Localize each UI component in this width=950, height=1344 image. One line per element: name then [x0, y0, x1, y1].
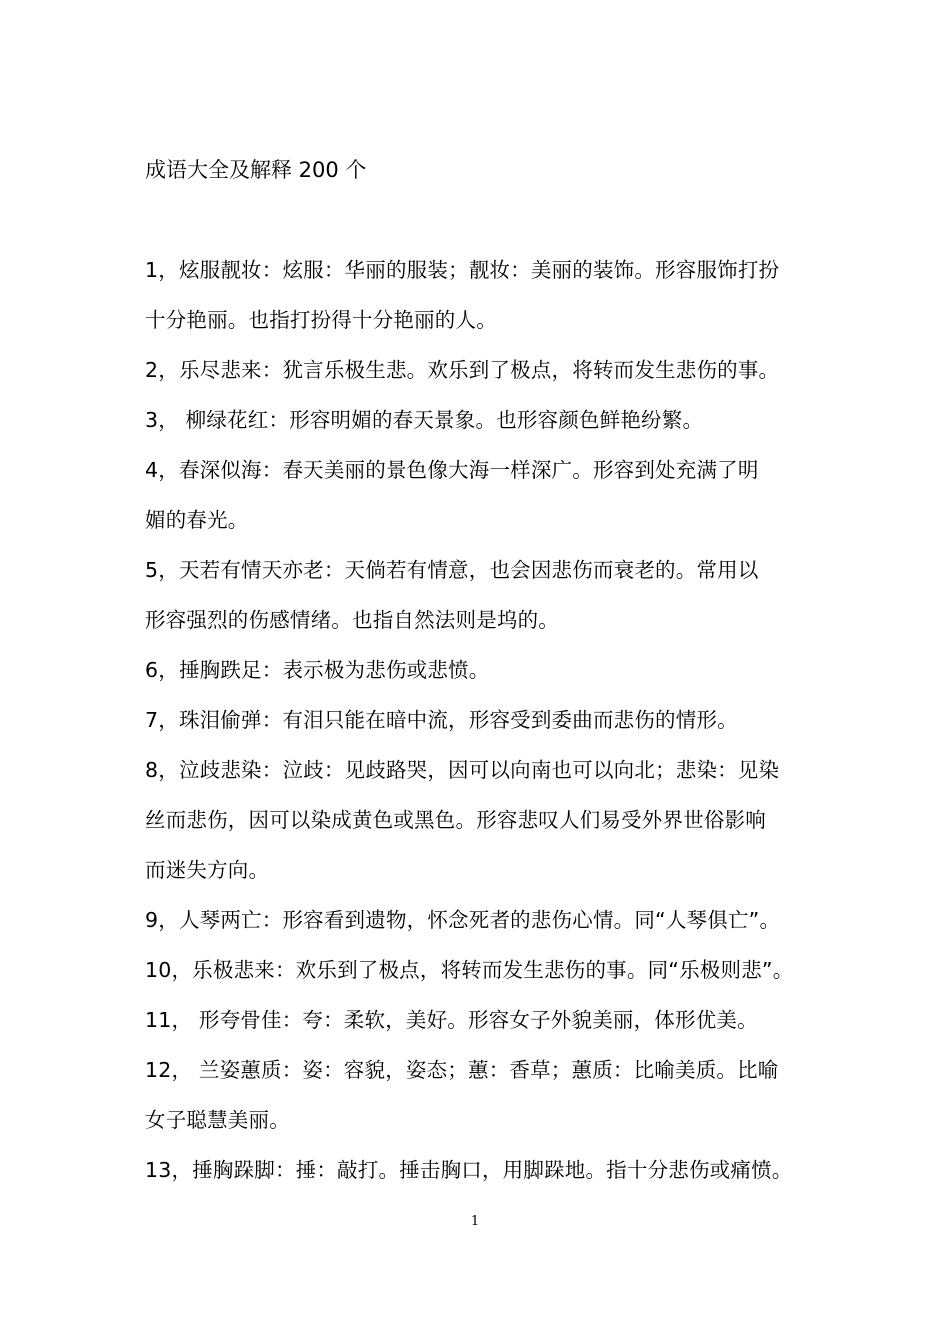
text-line: 10，乐极悲来：欢乐到了极点，将转而发生悲伤的事。同“乐极则悲”。: [145, 958, 794, 982]
text-line: 11， 形夸骨佳：夸：柔软，美好。形容女子外貌美丽，体形优美。: [145, 1008, 758, 1032]
text-line: 6，捶胸跌足：表示极为悲伤或悲愤。: [145, 658, 490, 682]
text-line: 十分艳丽。也指打扮得十分艳丽的人。: [145, 308, 497, 332]
text-line: 媚的春光。: [145, 508, 249, 532]
text-line: 3， 柳绿花红：形容明媚的春天景象。也形容颜色鲜艳纷繁。: [145, 408, 704, 432]
text-line: 1，炫服靓妆：炫服：华丽的服装；靓妆：美丽的装饰。形容服饰打扮: [145, 258, 780, 282]
text-line: 丝而悲伤，因可以染成黄色或黑色。形容悲叹人们易受外界世俗影响: [145, 808, 766, 832]
text-line: 8，泣歧悲染：泣歧：见歧路哭，因可以向南也可以向北；悲染：见染: [145, 758, 780, 782]
text-line: 女子聪慧美丽。: [145, 1108, 290, 1132]
text-line: 13，捶胸跺脚：捶：敲打。捶击胸口，用脚跺地。指十分悲伤或痛愤。: [145, 1158, 793, 1182]
text-line: 5，天若有情天亦老：天倘若有情意，也会因悲伤而衰老的。常用以: [145, 558, 759, 582]
page-number: 1: [470, 1214, 480, 1229]
text-line: 4，春深似海：春天美丽的景色像大海一样深广。形容到处充满了明: [145, 458, 759, 482]
text-line: 12， 兰姿蕙质：姿：容貌，姿态；蕙：香草；蕙质：比喻美质。比喻: [145, 1058, 779, 1082]
text-line: 而迷失方向。: [145, 858, 270, 882]
text-line: 形容强烈的伤感情绪。也指自然法则是坞的。: [145, 608, 559, 632]
text-line: 9，人琴两亡：形容看到遗物，怀念死者的悲伤心情。同“人琴俱亡”。: [145, 908, 781, 932]
idiom-list: [145, 255, 825, 1205]
text-line: 7，珠泪偷弹：有泪只能在暗中流，形容受到委曲而悲伤的情形。: [145, 708, 738, 732]
document-title: 成语大全及解释 200 个: [145, 158, 367, 182]
text-line: 2，乐尽悲来：犹言乐极生悲。欢乐到了极点，将转而发生悲伤的事。: [145, 358, 780, 382]
